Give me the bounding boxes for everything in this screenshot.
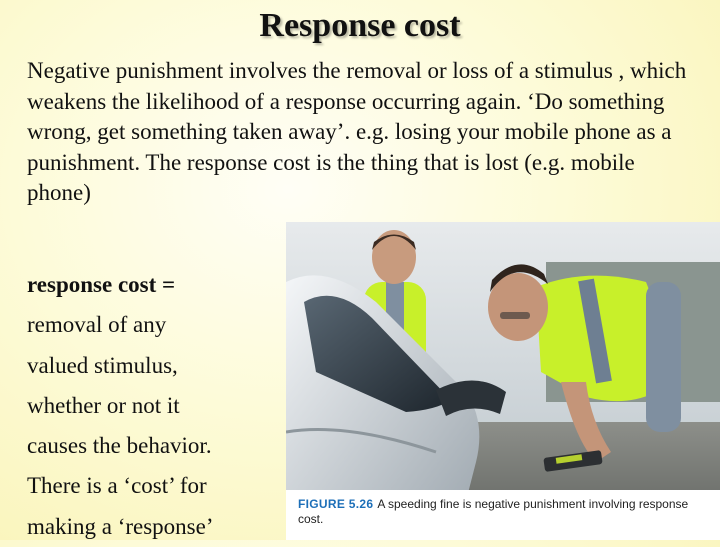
definition-line: whether or not it [27,392,180,418]
definition-line: making a ‘response’ [27,513,214,539]
definition-block [27,265,277,547]
figure-label: FIGURE 5.26 [298,497,374,511]
definition-heading: response cost = [27,272,176,297]
body-paragraph: Negative punishment involves the removal or loss of a stimulus , which weakens the likelihood of a response occurring again. ‘Do something wrong, get something taken away’. e.g. losing your mobile phone as a punishment. The response cost is the thing that is lost (e.g. mobile phone) [27,58,687,205]
definition-line: removal of any [27,312,167,338]
speeding-fine-photo [286,222,720,540]
figure-caption [286,490,720,540]
definition-line: There is a ‘cost’ for [27,473,207,499]
definition-line: valued stimulus, [27,352,178,378]
slide-title: Response cost [259,7,461,44]
definition-line: causes the behavior. [27,433,212,459]
figure-caption-text: A speeding fine is negative punishment involving response cost. [298,497,689,526]
